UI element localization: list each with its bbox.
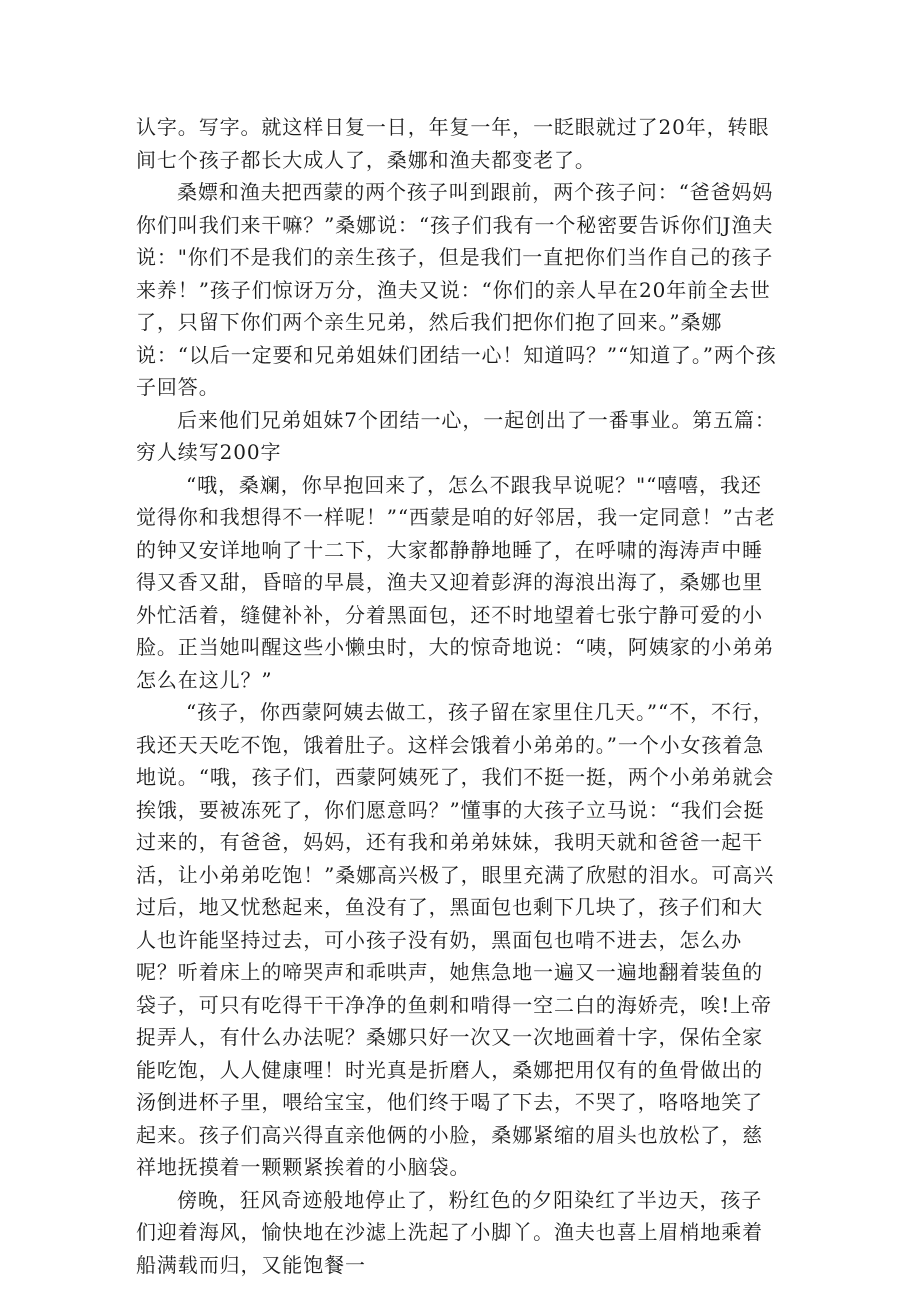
paragraph-5: “孩子，你西蒙阿姨去做工，孩子留在家里住几天。”“不，不行，我还天天吃不饱，饿着肚子。这样会饿着小弟弟的。”一个小女孩着急地说。“哦，孩子们，西蒙阿姨死了，我们不挺一挺，两个小弟弟就会挨饿，要被冻死了，你们愿意吗？”懂事的大孩子立马说：“我们会挺过来的，有爸爸，妈妈，还有我和弟弟妹妹，我明天就和爸爸一起干活，让小弟弟吃饱！”桑娜高兴极了，眼里充满了欣慰的泪水。可高兴过后，地又忧愁起来，鱼没有了，黑面包也剩下几块了，孩子们和大人也许能坚持过去，可小孩子没有奶，黑面包也啃不进去，怎么办呢？听着床上的啼哭声和乖哄声，她焦急地一遍又一遍地翻着装鱼的袋子，可只有吃得干干净净的鱼刺和啃得一空二白的海娇壳，唉!上帝捉弄人，有什么办法呢？桑娜只好一次又一次地画着十字，保佑全家能吃饱，人人健康哩！时光真是折磨人，桑娜把用仅有的鱼骨做出的汤倒进杯子里，喂给宝宝，他们终于喝了下去，不哭了，咯咯地笑了起来。孩子们高兴得直亲他俩的小脸，桑娜紧缩的眉头也放松了，慈祥地抚摸着一颗颗紧挨着的小脑袋。	[136, 700, 775, 1179]
document-body	[136, 111, 782, 1281]
paragraph-2: 桑嫖和渔夫把西蒙的两个孩子叫到跟前，两个孩子问：“爸爸妈妈你们叫我们来干嘛？”桑娜说：“孩子们我有一个秘密要告诉你们J渔夫说："你们不是我们的亲生孩子，但是我们一直把你们当作自己的孩子来养！”孩子们惊讶万分，渔夫又说：“你们的亲人早在20年前全去世了，只留下你们两个亲生兄弟，然后我们把你们抱了回来。”桑娜说：“以后一定要和兄弟姐妹们团结一心！知道吗？”“知道了。”两个孩子回答。	[136, 180, 777, 399]
paragraph-4: “哦，桑斓，你早抱回来了，怎么不跟我早说呢？"“嘻嘻，我还觉得你和我想得不一样呢！”“西蒙是咱的好邻居，我一定同意！”古老的钟又安详地响了十二下，大家都静静地睡了，在呼啸的海涛声中睡得又香又甜，昏暗的早晨，渔夫又迎着彭湃的海浪出海了，桑娜也里外忙活着，缝健补补，分着黑面包，还不时地望着七张宁静可爱的小脸。正当她叫醒这些小懒虫时，大的惊奇地说：“咦，阿姨家的小弟弟怎么在这儿？”	[136, 472, 776, 692]
paragraph-3: 后来他们兄弟姐妹7个团结一心，一起创出了一番事业。第五篇：穷人续写200字	[136, 407, 776, 464]
paragraph-6: 傍晚，狂风奇迹般地停止了，粉红色的夕阳染红了半边天，孩子们迎着海风，愉快地在沙滤上洗起了小脚丫。渔夫也喜上眉梢地乘着船满载而归，又能饱餐一	[136, 1187, 763, 1277]
paragraph-1: 认字。写字。就这样日复一日，年复一年，一眨眼就过了20年，转眼间七个孩子都长大成人了，桑娜和渔夫都变老了。	[136, 115, 770, 172]
